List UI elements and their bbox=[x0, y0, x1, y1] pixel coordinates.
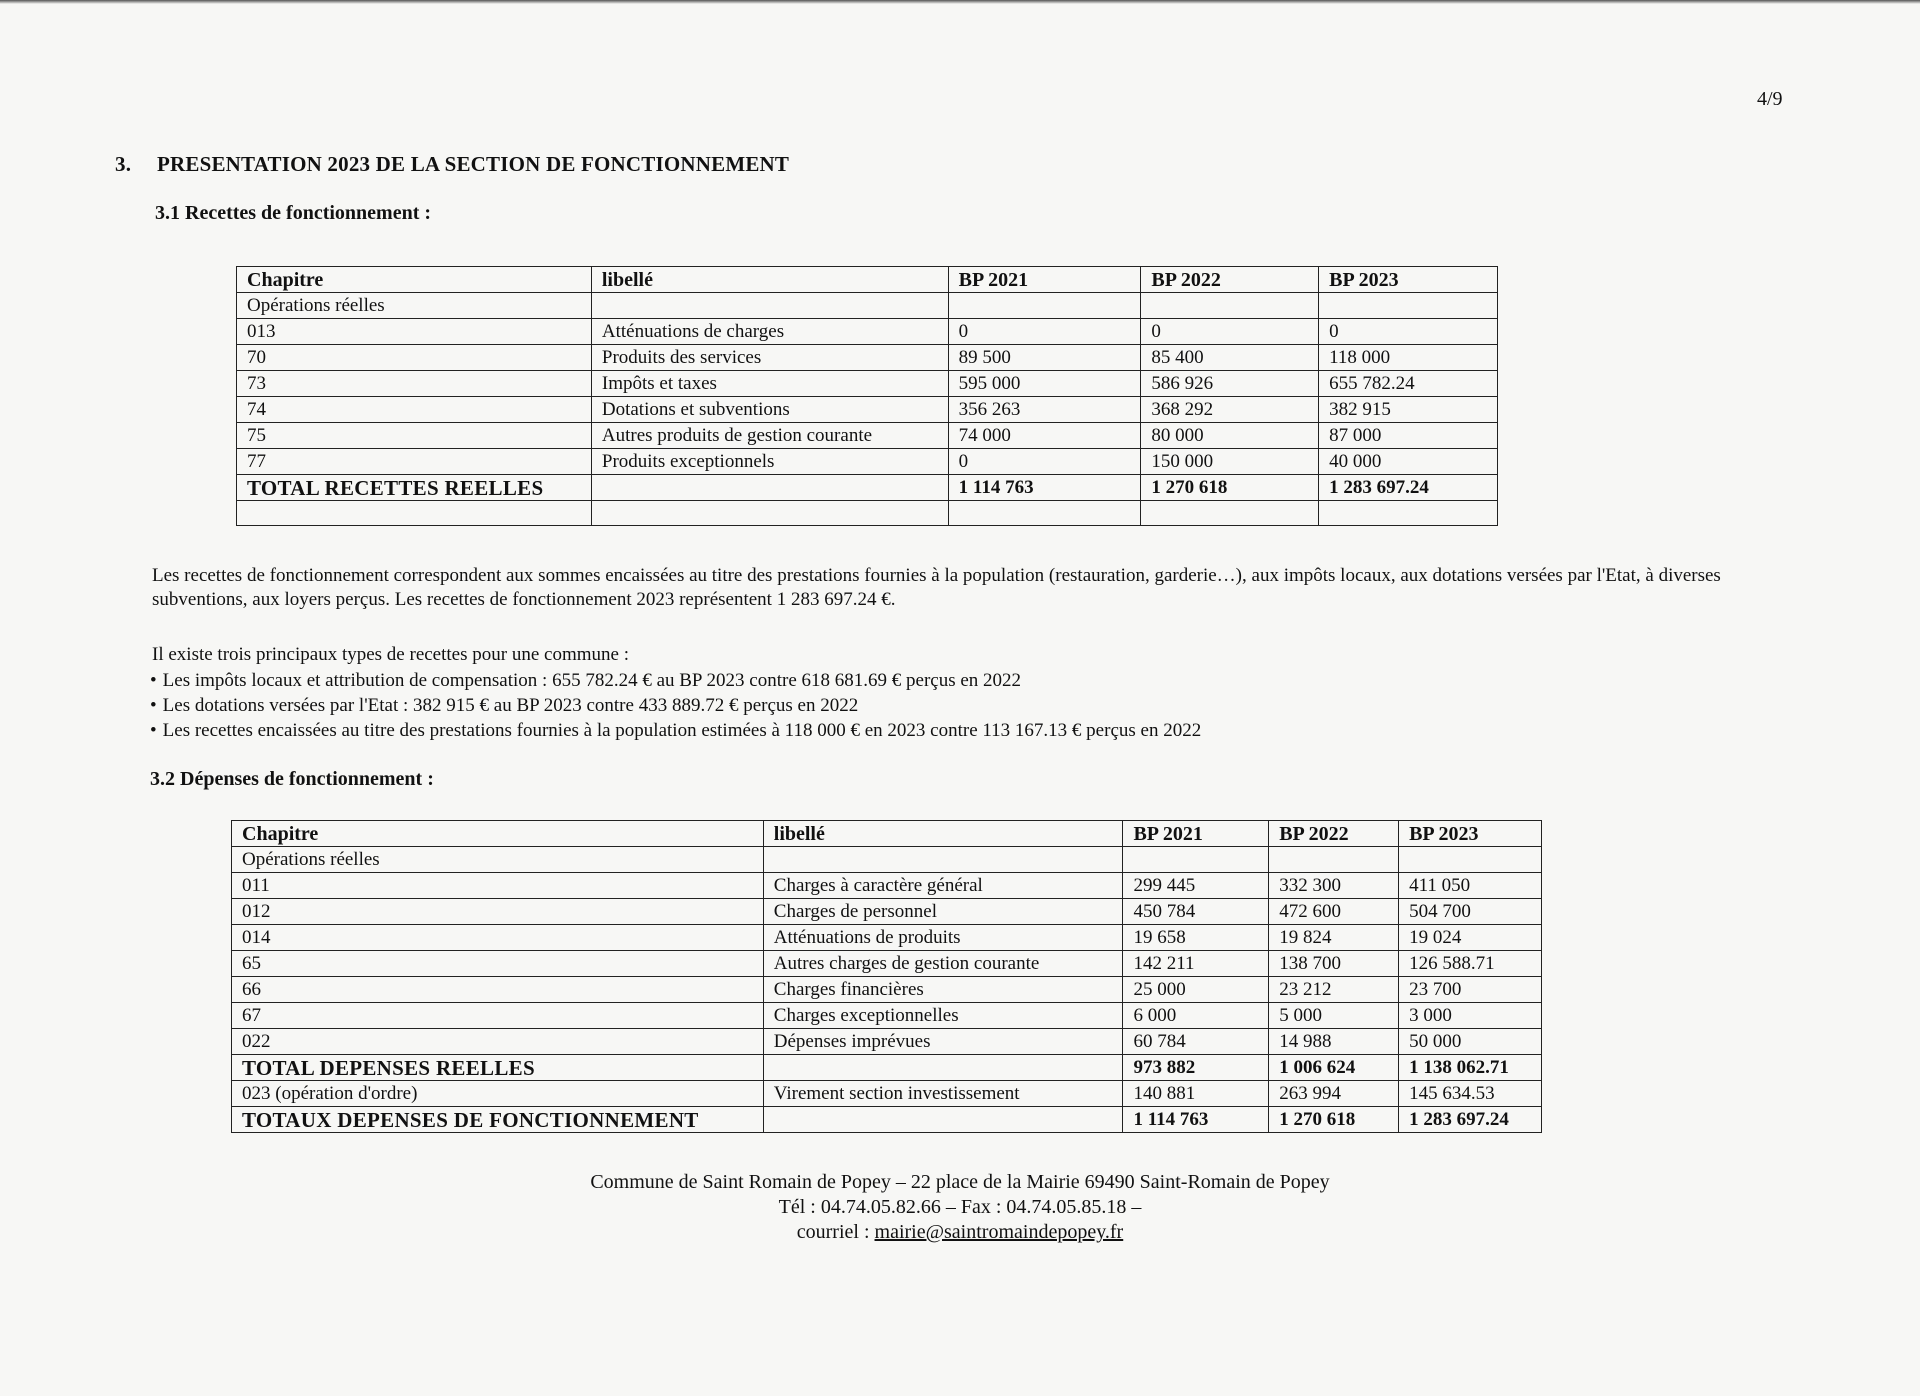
libelle-cell: Charges exceptionnelles bbox=[763, 1003, 1123, 1029]
bp2021-cell: 0 bbox=[948, 319, 1141, 345]
bp2023-cell: 40 000 bbox=[1319, 449, 1498, 475]
bp2022-cell: 23 212 bbox=[1269, 977, 1399, 1003]
table-row bbox=[232, 1003, 1542, 1029]
bp2021-cell: 356 263 bbox=[948, 397, 1141, 423]
table-row bbox=[232, 899, 1542, 925]
chapitre-cell: 75 bbox=[237, 423, 592, 449]
chapitre-cell: 012 bbox=[232, 899, 764, 925]
bp2023-cell: 504 700 bbox=[1399, 899, 1542, 925]
header-cell: BP 2021 bbox=[1123, 821, 1269, 847]
bp2022-cell: 14 988 bbox=[1269, 1029, 1399, 1055]
bp2023-cell: 126 588.71 bbox=[1399, 951, 1542, 977]
chapitre-cell: 011 bbox=[232, 873, 764, 899]
footer bbox=[420, 1170, 1500, 1245]
bp2021-cell: 595 000 bbox=[948, 371, 1141, 397]
bp2021-cell: 0 bbox=[948, 449, 1141, 475]
depenses-table bbox=[231, 820, 1542, 1133]
grand-total-bp2023: 1 283 697.24 bbox=[1399, 1107, 1542, 1133]
list-item: • Les dotations versées par l'Etat : 382 915 € au BP 2023 contre 433 889.72 € perçus en 2022 bbox=[150, 693, 1201, 718]
bp2022-cell: 368 292 bbox=[1141, 397, 1319, 423]
chapitre-cell: 70 bbox=[237, 345, 592, 371]
bp2022-cell: 80 000 bbox=[1141, 423, 1319, 449]
bp2023-cell: 118 000 bbox=[1319, 345, 1498, 371]
table-row bbox=[237, 319, 1498, 345]
total-bp2023: 1 138 062.71 bbox=[1399, 1055, 1542, 1081]
libelle-cell: Produits exceptionnels bbox=[591, 449, 948, 475]
bp2021-cell: 6 000 bbox=[1123, 1003, 1269, 1029]
bp2021-cell: 142 211 bbox=[1123, 951, 1269, 977]
chapitre-cell: 022 bbox=[232, 1029, 764, 1055]
libelle-cell: Virement section investissement bbox=[763, 1081, 1123, 1107]
chapitre-cell: 65 bbox=[232, 951, 764, 977]
header-cell: BP 2022 bbox=[1141, 267, 1319, 293]
libelle-cell: Charges de personnel bbox=[763, 899, 1123, 925]
table-row bbox=[232, 925, 1542, 951]
bp2023-cell: 411 050 bbox=[1399, 873, 1542, 899]
header-cell: BP 2022 bbox=[1269, 821, 1399, 847]
table-row bbox=[237, 449, 1498, 475]
total-bp2021: 1 114 763 bbox=[948, 475, 1141, 501]
recettes-paragraph: Les recettes de fonctionnement correspondent aux sommes encaissées au titre des prestations fournies à la population (restauration, garderie…), aux impôts locaux, aux dotations versées par l'Etat, à diverses subventions, aux loyers perçus. Les recettes de fonctionnement 2023 représentent 1 283 697.24 €. bbox=[152, 565, 1721, 610]
header-cell: Chapitre bbox=[237, 267, 592, 293]
table-row bbox=[232, 977, 1542, 1003]
grand-total-bp2022: 1 270 618 bbox=[1269, 1107, 1399, 1133]
section-label: Opérations réelles bbox=[237, 293, 592, 319]
section-title bbox=[115, 152, 789, 177]
total-bp2023: 1 283 697.24 bbox=[1319, 475, 1498, 501]
header-cell: libellé bbox=[763, 821, 1123, 847]
email-link[interactable]: mairie@saintromaindepopey.fr bbox=[874, 1221, 1124, 1243]
bp2022-cell: 5 000 bbox=[1269, 1003, 1399, 1029]
header-cell: BP 2023 bbox=[1319, 267, 1498, 293]
libelle-cell: Dépenses imprévues bbox=[763, 1029, 1123, 1055]
bp2022-cell: 586 926 bbox=[1141, 371, 1319, 397]
recettes-table bbox=[236, 266, 1498, 526]
recettes-header-row bbox=[237, 267, 1498, 293]
footer-address: Commune de Saint Romain de Popey – 22 place de la Mairie 69490 Saint-Romain de Popey bbox=[590, 1171, 1330, 1193]
footer-phone: Tél : 04.74.05.82.66 – Fax : 04.74.05.85.18 – bbox=[778, 1196, 1142, 1218]
types-intro: Il existe trois principaux types de recettes pour une commune : bbox=[152, 644, 629, 665]
libelle-cell: Produits des services bbox=[591, 345, 948, 371]
depenses-header-row bbox=[232, 821, 1542, 847]
bp2022-cell: 138 700 bbox=[1269, 951, 1399, 977]
libelle-cell: Autres charges de gestion courante bbox=[763, 951, 1123, 977]
total-libelle bbox=[763, 1055, 1123, 1081]
total-bp2022: 1 270 618 bbox=[1141, 475, 1319, 501]
bp2023-cell: 87 000 bbox=[1319, 423, 1498, 449]
grand-total-bp2021: 1 114 763 bbox=[1123, 1107, 1269, 1133]
total-libelle bbox=[591, 475, 948, 501]
bp2022-cell: 472 600 bbox=[1269, 899, 1399, 925]
bp2021-cell: 450 784 bbox=[1123, 899, 1269, 925]
chapitre-cell: 77 bbox=[237, 449, 592, 475]
page-number: 4/9 bbox=[1757, 88, 1783, 110]
bp2023-cell: 655 782.24 bbox=[1319, 371, 1498, 397]
depenses-title: 3.2 Dépenses de fonctionnement : bbox=[150, 768, 434, 790]
section-number: 3. bbox=[115, 152, 132, 176]
bp2022-cell: 19 824 bbox=[1269, 925, 1399, 951]
table-row bbox=[237, 371, 1498, 397]
ordre-row bbox=[232, 1081, 1542, 1107]
depenses-total-row bbox=[232, 1055, 1542, 1081]
bp2021-cell: 74 000 bbox=[948, 423, 1141, 449]
libelle-cell: Dotations et subventions bbox=[591, 397, 948, 423]
bp2021-cell: 25 000 bbox=[1123, 977, 1269, 1003]
header-cell: Chapitre bbox=[232, 821, 764, 847]
libelle-cell: Autres produits de gestion courante bbox=[591, 423, 948, 449]
bp2022-cell: 150 000 bbox=[1141, 449, 1319, 475]
libelle-cell: Charges à caractère général bbox=[763, 873, 1123, 899]
bp2021-cell: 140 881 bbox=[1123, 1081, 1269, 1107]
total-label: TOTAL RECETTES REELLES bbox=[237, 475, 592, 501]
total-bp2022: 1 006 624 bbox=[1269, 1055, 1399, 1081]
header-cell: BP 2023 bbox=[1399, 821, 1542, 847]
chapitre-cell: 013 bbox=[237, 319, 592, 345]
bp2023-cell: 0 bbox=[1319, 319, 1498, 345]
recettes-title: 3.1 Recettes de fonctionnement : bbox=[155, 202, 432, 224]
footer-email-line bbox=[420, 1220, 1500, 1245]
libelle-cell: Impôts et taxes bbox=[591, 371, 948, 397]
depenses-grand-total-row bbox=[232, 1107, 1542, 1133]
bp2023-cell: 19 024 bbox=[1399, 925, 1542, 951]
bp2021-cell: 60 784 bbox=[1123, 1029, 1269, 1055]
chapitre-cell: 74 bbox=[237, 397, 592, 423]
bp2022-cell: 85 400 bbox=[1141, 345, 1319, 371]
table-row bbox=[237, 423, 1498, 449]
chapitre-cell: 014 bbox=[232, 925, 764, 951]
header-cell: libellé bbox=[591, 267, 948, 293]
list-item: • Les recettes encaissées au titre des prestations fournies à la population estimées à 118 000 € en 2023 contre 113 167.13 € perçus en 2022 bbox=[150, 718, 1201, 743]
depenses-section-row bbox=[232, 847, 1542, 873]
bp2022-cell: 332 300 bbox=[1269, 873, 1399, 899]
total-label: TOTAL DEPENSES REELLES bbox=[232, 1055, 764, 1081]
bp2023-cell: 50 000 bbox=[1399, 1029, 1542, 1055]
recettes-section-row bbox=[237, 293, 1498, 319]
section-label: Opérations réelles bbox=[232, 847, 764, 873]
table-row bbox=[237, 345, 1498, 371]
bp2023-cell: 382 915 bbox=[1319, 397, 1498, 423]
libelle-cell: Atténuations de charges bbox=[591, 319, 948, 345]
chapitre-cell: 73 bbox=[237, 371, 592, 397]
bp2023-cell: 145 634.53 bbox=[1399, 1081, 1542, 1107]
chapitre-cell: 66 bbox=[232, 977, 764, 1003]
scan-edge bbox=[0, 0, 1920, 4]
table-row bbox=[232, 951, 1542, 977]
libelle-cell: Atténuations de produits bbox=[763, 925, 1123, 951]
table-row bbox=[237, 397, 1498, 423]
grand-total-label: TOTAUX DEPENSES DE FONCTIONNEMENT bbox=[232, 1107, 764, 1133]
chapitre-cell: 023 (opération d'ordre) bbox=[232, 1081, 764, 1107]
bp2022-cell: 263 994 bbox=[1269, 1081, 1399, 1107]
chapitre-cell: 67 bbox=[232, 1003, 764, 1029]
bp2023-cell: 23 700 bbox=[1399, 977, 1542, 1003]
table-row bbox=[232, 1029, 1542, 1055]
courriel-label: courriel : bbox=[796, 1221, 875, 1243]
grand-total-libelle bbox=[763, 1107, 1123, 1133]
total-bp2021: 973 882 bbox=[1123, 1055, 1269, 1081]
blank-row bbox=[237, 501, 1498, 526]
bp2023-cell: 3 000 bbox=[1399, 1003, 1542, 1029]
bp2022-cell: 0 bbox=[1141, 319, 1319, 345]
bp2021-cell: 299 445 bbox=[1123, 873, 1269, 899]
header-cell: BP 2021 bbox=[948, 267, 1141, 293]
table-row bbox=[232, 873, 1542, 899]
recettes-total-row bbox=[237, 475, 1498, 501]
libelle-cell: Charges financières bbox=[763, 977, 1123, 1003]
bp2021-cell: 19 658 bbox=[1123, 925, 1269, 951]
bp2021-cell: 89 500 bbox=[948, 345, 1141, 371]
section-title-text: PRESENTATION 2023 DE LA SECTION DE FONCTIONNEMENT bbox=[157, 152, 790, 176]
types-list bbox=[150, 668, 1201, 743]
list-item: • Les impôts locaux et attribution de compensation : 655 782.24 € au BP 2023 contre 618 681.69 € perçus en 2022 bbox=[150, 668, 1201, 693]
